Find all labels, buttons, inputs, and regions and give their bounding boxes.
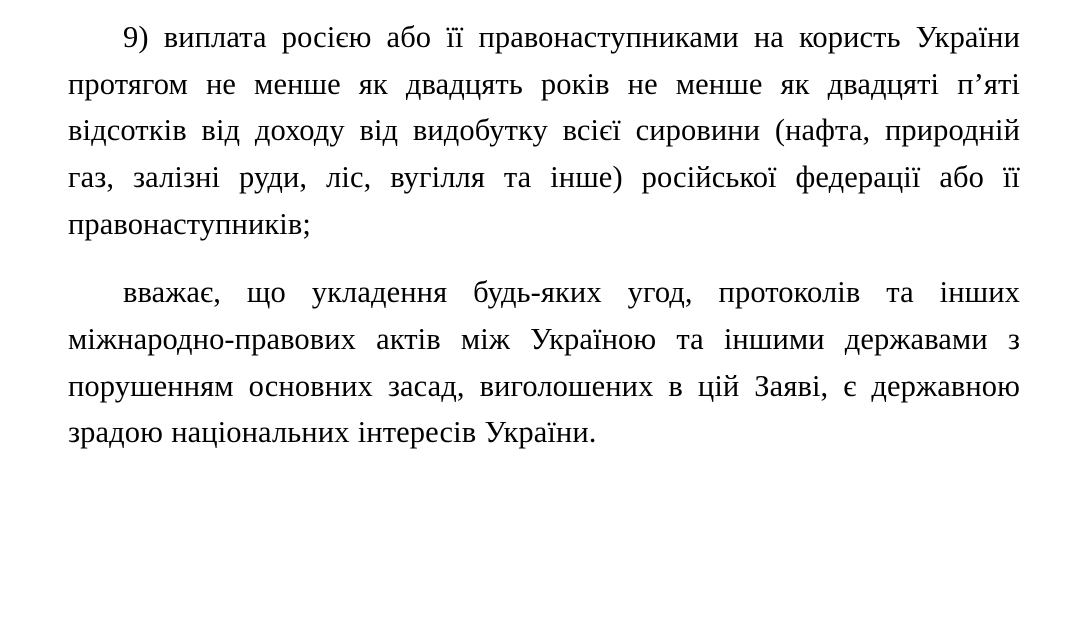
paragraph-closing-statement: вважає, що укладення будь-яких угод, протоколів та інших міжнародно-правових актів між Україною та іншими державами з порушенням основних засад, виголошених в цій Заяві, є державною зрадою національних інтересів України. — [68, 275, 1020, 450]
paragraph-clause-9: 9) виплата росією або її правонаступниками на користь України протягом не менше як двадцять років не менше як двадцяті п’яті відсотків від доходу від видобутку всієї сировини (нафта, природній газ, залізні руди, ліс, вугілля та інше) російської федерації або її правонаступників; — [68, 20, 1020, 241]
